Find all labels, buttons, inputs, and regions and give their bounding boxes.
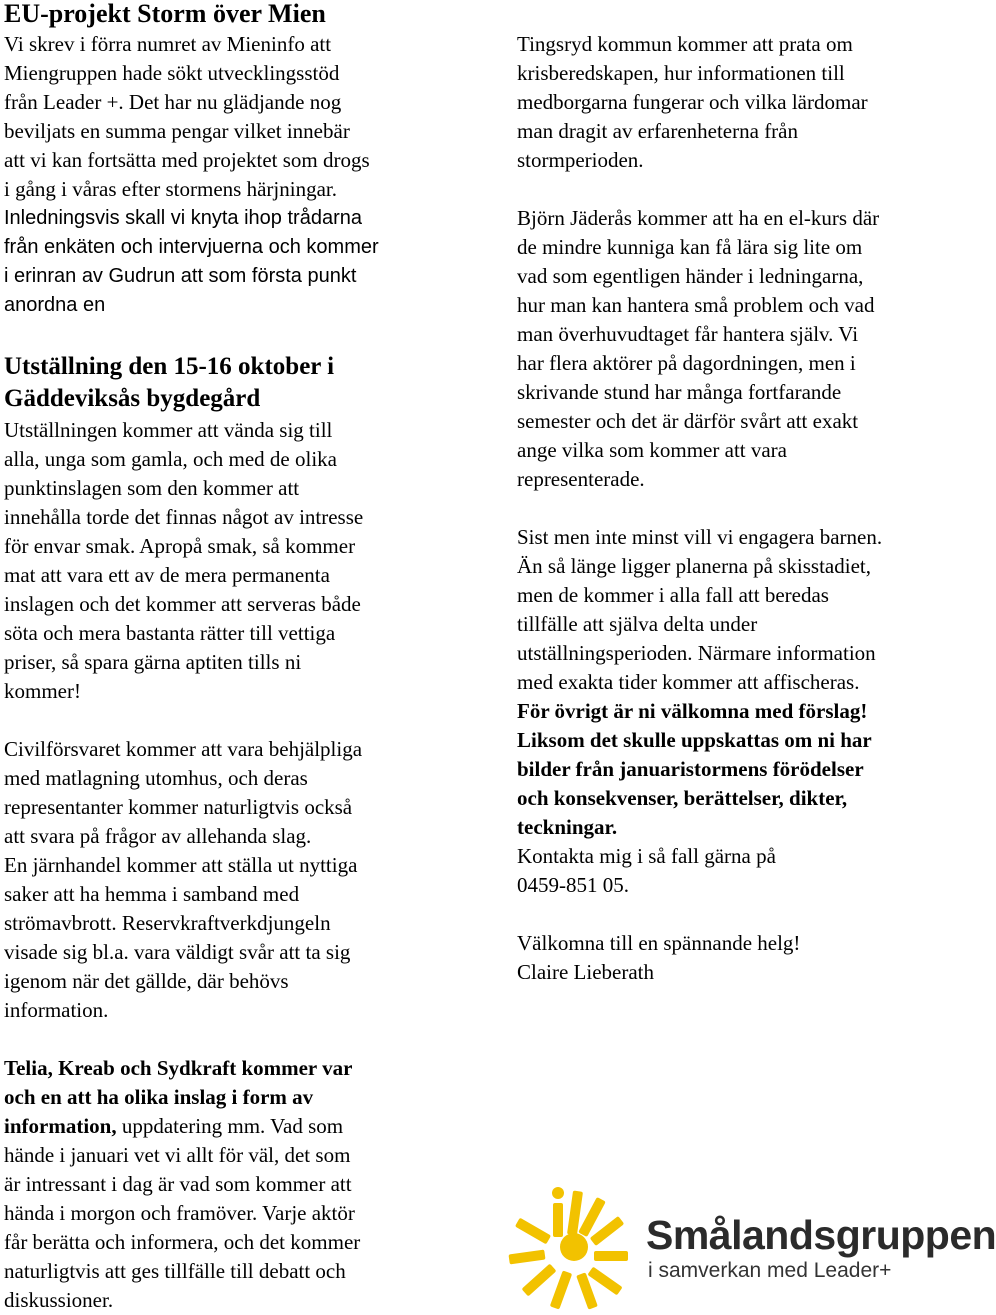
text-line: men de kommer i alla fall att beredas [517,583,829,607]
text-line: representanter kommer naturligtvis också [4,795,353,819]
text-line: och konsekvenser, berättelser, dikter, [517,786,848,810]
text-line: Tingsryd kommun kommer att prata om [517,32,853,56]
text-line: Inledningsvis skall vi knyta ihop trådarna [4,207,362,229]
children-paragraph [517,523,882,900]
text-line: En järnhandel kommer att ställa ut nyttiga [4,853,358,877]
heading-line: Gäddeviksås bygdegård [4,385,261,412]
text-line: i gång i våras efter stormens härjningar. [4,177,337,201]
text-line: beviljats en summa pengar vilket innebär [4,119,350,143]
text-line: Miengruppen hade sökt utvecklingsstöd [4,61,340,85]
text-line: visade sig bl.a. vara väldigt svår att ta sig [4,940,351,964]
text-line: alla, unga som gamla, och med de olika [4,447,337,471]
text-line: man överhuvudtaget får hantera själv. Vi [517,322,859,346]
tingsryd-paragraph [517,30,868,175]
exhibition-paragraph [4,416,363,706]
text-line: För övrigt är ni välkomna med förslag! [517,699,868,723]
text-line: kommer! [4,679,81,703]
text-line: Telia, Kreab och Sydkraft kommer var [4,1056,353,1080]
text-line: söta och mera bastanta rätter till vettiga [4,621,336,645]
text-line: Välkomna till en spännande helg! [517,931,801,955]
text-line: inslagen och det kommer att serveras både [4,592,361,616]
text-line: för envar smak. Apropå smak, så kommer [4,534,356,558]
text-line: Kontakta mig i så fall gärna på [517,844,776,868]
text-line: Björn Jäderås kommer att ha en el-kurs där [517,206,880,230]
text-line: medborgarna fungerar och vilka lärdomar [517,90,868,114]
text-line: teckningar. [517,815,618,839]
text-line: semester och det är därför svårt att exakt [517,409,859,433]
text-fragment: uppdatering mm. Vad som [116,1114,344,1138]
text-line: diskussioner. [4,1288,114,1312]
text-line: Vi skrev i förra numret av Mieninfo att [4,32,332,56]
text-line: anordna en [4,294,106,316]
logo-tagline: i samverkan med Leader+ [648,1259,892,1282]
bold-fragment: information, [4,1114,117,1138]
text-line: stormperioden. [517,148,644,172]
text-line: och en att ha olika inslag i form av [4,1085,314,1109]
text-line: har flera aktörer på dagordningen, men i [517,351,856,375]
text-line: bilder från januaristormens förödelser [517,757,864,781]
text-line: Än så länge ligger planerna på skisstadiet, [517,554,871,578]
sun-wheel-logo-mark [514,1183,642,1311]
telecom-paragraph [4,1054,360,1315]
author-name: Claire Lieberath [517,960,655,984]
text-line: igenom när det gällde, där behövs [4,969,289,993]
text-line: strömavbrott. Reservkraftverkdjungeln [4,911,331,935]
intro-paragraph [4,30,370,204]
text-line: hände i januari vet vi allt för väl, det som [4,1143,351,1167]
signoff [517,929,800,987]
text-line: Liksom det skulle uppskattas om ni har [517,728,872,752]
text-line: mat att vara ett av de mera permanenta [4,563,330,587]
text-line: priser, så spara gärna aptiten tills ni [4,650,302,674]
text-line: att svara på frågor av allehanda slag. [4,824,312,848]
text-line: skrivande stund har många fortfarande [517,380,842,404]
text-line: naturligtvis att ges tillfälle till debatt och [4,1259,346,1283]
text-line: med matlagning utomhus, och deras [4,766,308,790]
phone-number: 0459-851 05. [517,873,629,897]
text-line: får berätta och informera, och det kommer [4,1230,361,1254]
text-line: man dragit av erfarenheterna från [517,119,798,143]
el-course-paragraph [517,204,879,494]
logo-name: Smålandsgruppen [646,1212,996,1258]
text-line: att vi kan fortsätta med projektet som drogs [4,148,370,172]
text-line: hur man kan hantera små problem och vad [517,293,875,317]
text-line: från enkäten och intervjuerna och kommer [4,236,379,258]
text-line: är intressant i dag är vad som kommer att [4,1172,352,1196]
text-line: vad som egentligen händer i ledningarna, [517,264,864,288]
text-line: innehålla torde det finnas något av intresse [4,505,364,529]
article-title: EU-projekt Storm över Mien [4,0,326,28]
text-line: Civilförsvaret kommer att vara behjälpliga [4,737,363,761]
text-line: tillfälle att själva delta under [517,612,758,636]
mixed-line [4,1112,360,1141]
text-line: i erinran av Gudrun att som första punkt [4,265,357,287]
text-line: med exakta tider kommer att affischeras. [517,670,860,694]
text-line: information. [4,998,109,1022]
text-line: från Leader +. Det har nu glädjande nog [4,90,342,114]
text-line: ange vilka som kommer att vara [517,438,787,462]
text-line: utställningsperioden. Närmare information [517,641,876,665]
text-line: saker att ha hemma i samband med [4,882,300,906]
text-line: representerade. [517,467,645,491]
text-line: hända i morgon och framöver. Varje aktör [4,1201,355,1225]
text-line: Sist men inte minst vill vi engagera barnen. [517,525,883,549]
heading-line: Utställning den 15-16 oktober i [4,353,335,380]
intro-sans-paragraph [4,204,379,320]
smalandsgruppen-logo [514,1183,996,1311]
section-heading [4,351,334,415]
text-line: de mindre kunniga kan få lära sig lite om [517,235,863,259]
civil-defense-paragraph [4,735,362,1025]
text-line: krisberedskapen, hur informationen till [517,61,845,85]
text-line: Utställningen kommer att vända sig till [4,418,333,442]
text-line: punktinslagen som den kommer att [4,476,300,500]
